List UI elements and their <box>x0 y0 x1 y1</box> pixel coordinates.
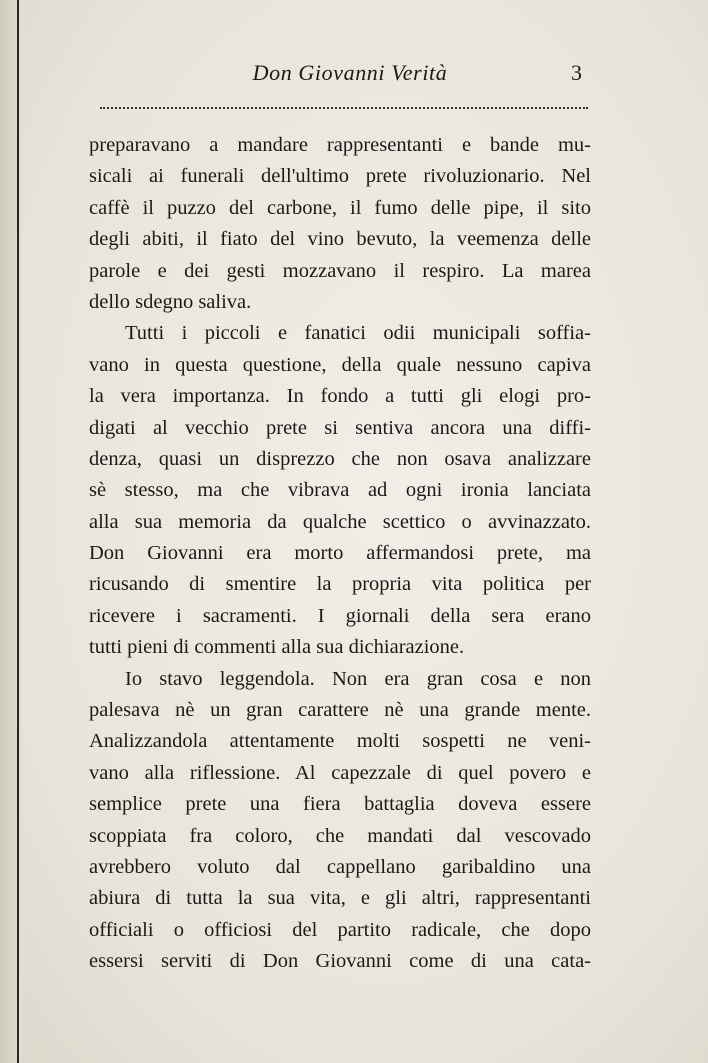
text-line: vano in questa questione, della quale nessuno capiva <box>89 353 591 376</box>
text-line: essersi serviti di Don Giovanni come di una cata- <box>89 950 591 973</box>
running-title: Don Giovanni Verità <box>252 60 448 85</box>
text-line: sè stesso, ma che vibrava ad ogni ironia lanciata <box>89 479 591 502</box>
text-line: sicali ai funerali dell'ultimo prete rivoluzionario. Nel <box>89 165 591 188</box>
text-line: digati al vecchio prete si sentiva ancora una diffi- <box>89 416 591 439</box>
header-rule <box>100 107 588 109</box>
text-line: denza, quasi un disprezzo che non osava analizzare <box>89 447 591 470</box>
text-line: la vera importanza. In fondo a tutti gli elogi pro- <box>89 385 591 408</box>
text-line: degli abiti, il fiato del vino bevuto, la veemenza delle <box>89 228 591 251</box>
text-line: alla sua memoria da qualche scettico o avvinazzato. <box>89 510 591 533</box>
text-line: palesava nè un gran carattere nè una grande mente. <box>89 699 591 722</box>
text-line: tutti pieni di commenti alla sua dichiarazione. <box>89 636 465 659</box>
text-line: Analizzandola attentamente molti sospetti ne veni- <box>89 730 591 753</box>
text-line: Tutti i piccoli e fanatici odii municipali soffia- <box>125 322 591 345</box>
text-line: abiura di tutta la sua vita, e gli altri, rappresentanti <box>89 887 591 910</box>
text-line: ricusando di smentire la propria vita politica per <box>89 573 591 596</box>
page-number: 3 <box>571 60 582 85</box>
body-text <box>89 130 591 978</box>
text-line: parole e dei gesti mozzavano il respiro. La marea <box>89 259 591 282</box>
text-line: dello sdegno saliva. <box>89 290 252 313</box>
text-line: Don Giovanni era morto affermandosi prete, ma <box>89 542 591 565</box>
text-line: semplice prete una fiera battaglia doveva essere <box>89 793 591 816</box>
text-line: avrebbero voluto dal cappellano garibaldino una <box>89 855 591 878</box>
text-line: preparavano a mandare rappresentanti e bande mu- <box>89 134 591 156</box>
text-line: officiali o officiosi del partito radicale, che dopo <box>89 918 591 941</box>
text-line: Io stavo leggendola. Non era gran cosa e non <box>125 667 591 690</box>
text-line: scoppiata fra coloro, che mandati dal vescovado <box>89 824 591 847</box>
text-line: ricevere i sacramenti. I giornali della sera erano <box>89 604 591 627</box>
text-line: vano alla riflessione. Al capezzale di quel povero e <box>89 761 591 784</box>
text-line: caffè il puzzo del carbone, il fumo delle pipe, il sito <box>89 196 591 219</box>
binding-line <box>17 0 19 1063</box>
